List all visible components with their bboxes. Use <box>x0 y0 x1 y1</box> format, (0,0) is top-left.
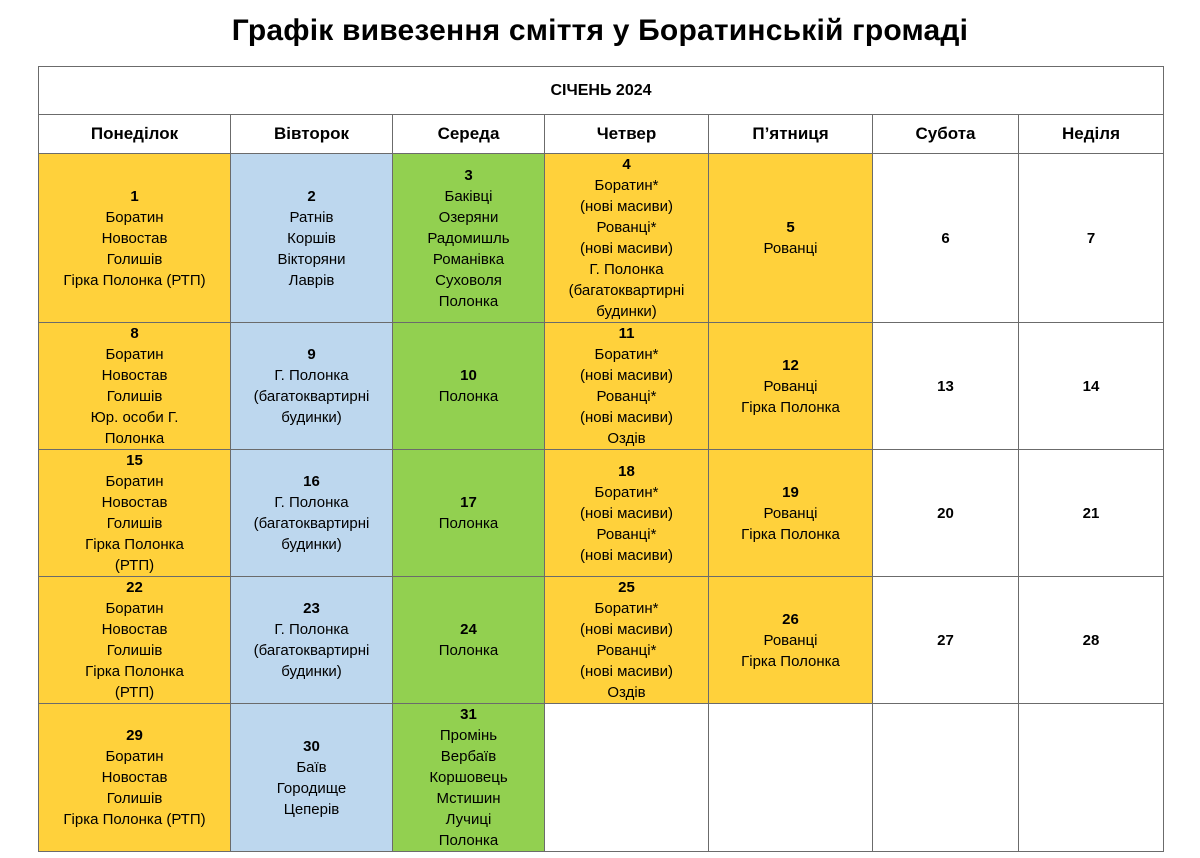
village-line: (РТП) <box>114 557 155 574</box>
weekday-header-row <box>39 115 1164 154</box>
village-line: (багатоквартирні <box>253 388 370 405</box>
calendar-day-cell <box>709 577 873 704</box>
calendar-week-row <box>39 704 1164 852</box>
calendar-day-cell <box>545 450 709 577</box>
village-line: будинки) <box>596 303 657 320</box>
day-number: 28 <box>1082 631 1100 649</box>
month-header: СІЧЕНЬ 2024 <box>39 67 1164 115</box>
village-line: будинки) <box>281 536 342 553</box>
day-number: 20 <box>937 504 954 522</box>
calendar-day-cell <box>1019 323 1164 450</box>
village-line: Вікторяни <box>277 250 346 268</box>
day-number: 27 <box>937 631 954 649</box>
village-line: Рованці* <box>596 642 657 659</box>
village-line: Г. Полонка <box>274 494 349 511</box>
day-number: 13 <box>937 377 954 395</box>
weekday-header: Субота <box>873 115 1019 154</box>
day-number: 23 <box>303 600 320 617</box>
day-number: 19 <box>782 483 799 501</box>
village-line: будинки) <box>281 409 342 426</box>
day-number: 22 <box>126 579 143 596</box>
calendar-day-cell <box>393 450 545 577</box>
weekday-header: Середа <box>393 115 545 154</box>
day-number: 1 <box>130 187 139 205</box>
day-number: 21 <box>1082 504 1100 522</box>
village-line: Боратин <box>105 208 164 226</box>
page-title: Графік вивезення сміття у Боратинській громаді <box>231 14 969 47</box>
day-number: 10 <box>460 367 477 384</box>
village-line: Гірка Полонка <box>741 652 840 670</box>
day-number: 24 <box>460 621 477 638</box>
village-line: (багатоквартирні <box>568 282 685 299</box>
calendar-day-cell <box>393 323 545 450</box>
village-line: Озеряни <box>438 208 499 226</box>
village-line: Боратин <box>105 473 164 490</box>
calendar-day-cell <box>873 450 1019 577</box>
day-number: 14 <box>1082 377 1100 395</box>
village-line: Голишів <box>106 250 163 268</box>
calendar-day-cell <box>1019 704 1164 852</box>
village-line: будинки) <box>281 663 342 680</box>
calendar-week-row <box>39 323 1164 450</box>
day-number: 7 <box>1086 229 1096 247</box>
day-number: 5 <box>786 219 795 236</box>
village-line: Г. Полонка <box>274 367 349 384</box>
village-line: Промінь <box>439 727 498 744</box>
village-line: Цеперів <box>283 800 340 818</box>
calendar-day-cell <box>709 323 873 450</box>
calendar-body <box>39 154 1164 852</box>
village-line: Г. Полонка <box>274 621 349 638</box>
village-line: (нові масиви) <box>580 240 673 257</box>
day-number: 29 <box>126 727 143 744</box>
calendar-day-cell <box>39 704 231 852</box>
day-number: 30 <box>303 737 320 755</box>
village-line: Рованці* <box>596 525 657 543</box>
day-number: 4 <box>622 156 631 173</box>
calendar-day-cell <box>39 154 231 323</box>
village-line: Рованці <box>763 631 818 649</box>
village-line: Баківці <box>444 187 493 205</box>
calendar-day-cell <box>545 577 709 704</box>
village-line: Рованці <box>763 504 818 522</box>
village-line: (багатоквартирні <box>253 642 370 659</box>
village-line: Рованці <box>763 377 818 395</box>
village-line: Новостав <box>101 229 168 247</box>
village-line: Полонка <box>104 430 165 447</box>
village-line: Полонка <box>438 642 499 659</box>
village-line: Оздів <box>607 684 646 701</box>
village-line: Боратин <box>105 748 164 765</box>
village-line: (нові масиви) <box>580 504 673 522</box>
day-number: 8 <box>130 325 139 342</box>
calendar-day-cell <box>873 577 1019 704</box>
village-line: Новостав <box>101 494 168 511</box>
day-number: 3 <box>464 166 473 184</box>
calendar-day-cell <box>1019 450 1164 577</box>
village-line: Голишів <box>106 790 163 807</box>
day-number: 15 <box>126 452 143 469</box>
village-line: Городище <box>276 779 347 797</box>
village-line: Оздів <box>607 430 646 447</box>
day-number: 2 <box>307 187 316 205</box>
calendar-day-cell <box>709 450 873 577</box>
calendar-day-cell <box>873 154 1019 323</box>
village-line: Голишів <box>106 642 163 659</box>
village-line: Юр. особи Г. <box>90 409 179 426</box>
calendar-day-cell <box>231 323 393 450</box>
calendar-day-cell <box>873 323 1019 450</box>
calendar-day-cell <box>545 704 709 852</box>
village-line: Баїв <box>296 758 327 776</box>
village-line: (багатоквартирні <box>253 515 370 532</box>
village-line: Рованці* <box>596 219 657 236</box>
village-line: Гірка Полонка <box>85 663 184 680</box>
village-line: Полонка <box>438 515 499 532</box>
calendar-week-row <box>39 154 1164 323</box>
calendar-day-cell <box>231 577 393 704</box>
calendar-day-cell <box>545 154 709 323</box>
day-number: 25 <box>618 579 635 596</box>
village-line: Коршів <box>287 229 336 247</box>
day-number: 16 <box>303 473 320 490</box>
calendar-day-cell <box>231 704 393 852</box>
calendar-day-cell <box>393 577 545 704</box>
village-line: Боратин* <box>594 600 659 617</box>
calendar-day-cell <box>709 154 873 323</box>
village-line: Гірка Полонка <box>85 536 184 553</box>
village-line: Полонка <box>438 388 499 405</box>
village-line: Новостав <box>101 367 168 384</box>
village-line: Боратин <box>105 600 164 617</box>
village-line: (РТП) <box>114 684 155 701</box>
day-number: 18 <box>618 462 635 480</box>
village-line: Рованці <box>763 240 818 257</box>
village-line: Лаврів <box>288 271 335 289</box>
village-line: Боратин* <box>594 483 659 501</box>
calendar-week-row <box>39 450 1164 577</box>
village-line: Голишів <box>106 388 163 405</box>
village-line: Полонка <box>438 832 499 849</box>
calendar-day-cell <box>545 323 709 450</box>
village-line: Вербаїв <box>440 748 497 765</box>
village-line: Гірка Полонка (РТП) <box>63 811 206 828</box>
calendar-day-cell <box>873 704 1019 852</box>
village-line: Ратнів <box>289 208 334 226</box>
calendar-day-cell <box>231 450 393 577</box>
calendar-day-cell <box>1019 154 1164 323</box>
village-line: Боратин* <box>594 346 659 363</box>
village-line: Рованці* <box>596 388 657 405</box>
village-line: (нові масиви) <box>580 367 673 384</box>
village-line: (нові масиви) <box>580 546 673 564</box>
village-line: (нові масиви) <box>580 663 673 680</box>
day-number: 6 <box>941 229 950 247</box>
day-number: 31 <box>460 706 477 723</box>
village-line: Романівка <box>432 250 505 268</box>
village-line: Гірка Полонка <box>741 525 840 543</box>
village-line: Лучиці <box>445 811 492 828</box>
calendar-day-cell <box>1019 577 1164 704</box>
weekday-header: Четвер <box>545 115 709 154</box>
village-line: Гірка Полонка (РТП) <box>63 271 206 289</box>
day-number: 12 <box>782 356 799 374</box>
village-line: Боратин* <box>594 177 659 194</box>
calendar-day-cell <box>393 154 545 323</box>
village-line: Голишів <box>106 515 163 532</box>
calendar-day-cell <box>231 154 393 323</box>
weekday-header: П’ятниця <box>709 115 873 154</box>
village-line: Полонка <box>438 292 499 310</box>
weekday-header: Понеділок <box>39 115 231 154</box>
village-line: Новостав <box>101 621 168 638</box>
village-line: Коршовець <box>429 769 508 786</box>
village-line: Мстишин <box>436 790 501 807</box>
village-line: (нові масиви) <box>580 198 673 215</box>
village-line: Радомишль <box>427 229 510 247</box>
village-line: Суховоля <box>435 271 502 289</box>
day-number: 26 <box>782 610 799 628</box>
day-number: 9 <box>307 346 316 363</box>
weekday-header: Неділя <box>1019 115 1164 154</box>
village-line: Новостав <box>101 769 168 786</box>
calendar-day-cell <box>393 704 545 852</box>
day-number: 11 <box>618 325 635 342</box>
village-line: Г. Полонка <box>589 261 664 278</box>
month-header-row <box>39 67 1164 115</box>
calendar-day-cell <box>39 577 231 704</box>
schedule-table <box>38 66 1164 852</box>
calendar-week-row <box>39 577 1164 704</box>
calendar-day-cell <box>709 704 873 852</box>
village-line: (нові масиви) <box>580 409 673 426</box>
calendar-day-cell <box>39 450 231 577</box>
calendar-day-cell <box>39 323 231 450</box>
village-line: (нові масиви) <box>580 621 673 638</box>
village-line: Гірка Полонка <box>741 398 840 416</box>
village-line: Боратин <box>105 346 164 363</box>
weekday-header: Вівторок <box>231 115 393 154</box>
day-number: 17 <box>460 494 477 511</box>
